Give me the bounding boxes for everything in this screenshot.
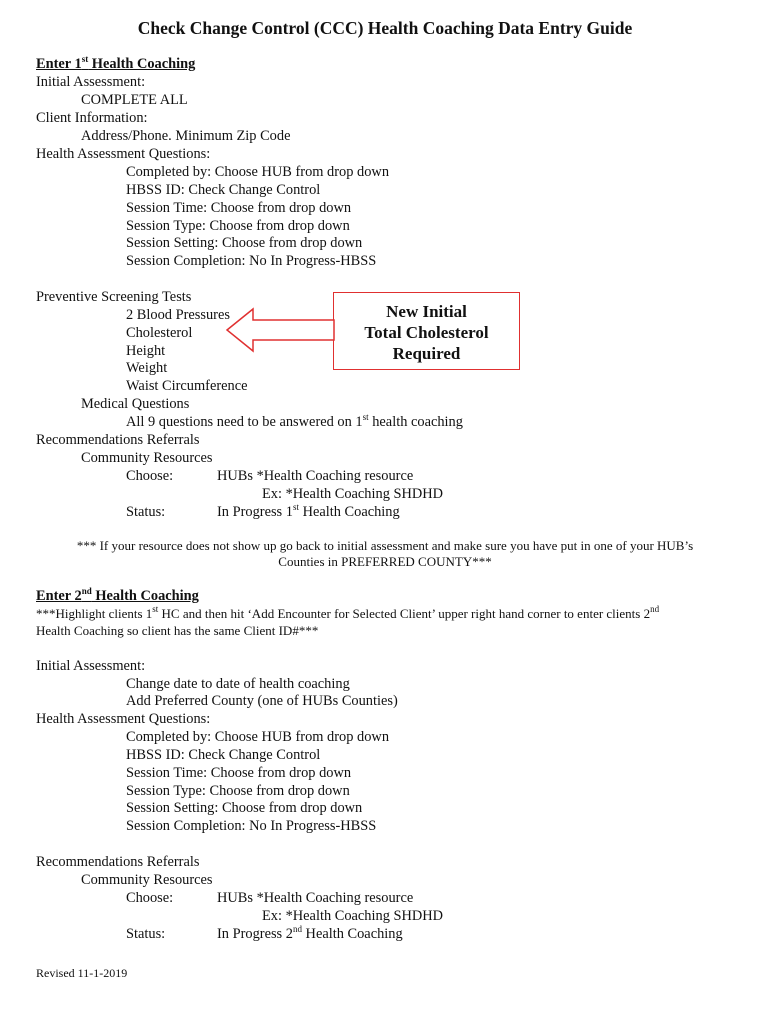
status-value: In Progress 1st Health Coaching (217, 502, 400, 520)
initial-assessment-label-2: Initial Assessment: (36, 658, 146, 674)
preventive-screening-label: Preventive Screening Tests (36, 289, 192, 305)
highlight-instruction-line2: Health Coaching so client has the same Client ID#*** (36, 623, 319, 638)
address-phone-text: Address/Phone. Minimum Zip Code (81, 128, 291, 144)
community-resources-label: Community Resources (81, 450, 213, 466)
choose-value-2: HUBs *Health Coaching resource (217, 890, 414, 906)
session-setting-text-2: Session Setting: Choose from drop down (126, 800, 363, 816)
add-county-text: Add Preferred County (one of HUBs Counties) (126, 693, 398, 709)
completed-by-text: Completed by: Choose HUB from drop down (126, 164, 390, 180)
highlight-instruction-line1: ***Highlight clients 1st HC and then hit ‘Add Encounter for Selected Client’ upper right hand corner to enter clients 2nd (36, 604, 660, 621)
page-title: Check Change Control (CCC) Health Coaching Data Entry Guide (137, 18, 633, 38)
health-assessment-label-2: Health Assessment Questions: (36, 711, 211, 727)
revised-date: Revised 11-1-2019 (36, 966, 128, 980)
choose-label: Choose: (126, 468, 174, 484)
session-time-text-2: Session Time: Choose from drop down (126, 765, 352, 781)
weight-text: Weight (126, 360, 168, 376)
recommendations-label: Recommendations Referrals (36, 432, 200, 448)
hbss-id-text: HBSS ID: Check Change Control (126, 182, 321, 198)
waist-text: Waist Circumference (126, 378, 248, 394)
callout-line-2: Total Cholesterol (364, 323, 489, 342)
session-type-text-2: Session Type: Choose from drop down (126, 783, 350, 799)
status-label-2: Status: (126, 926, 166, 942)
callout-line-3: Required (392, 344, 461, 363)
change-date-text: Change date to date of health coaching (126, 676, 350, 692)
choose-value: HUBs *Health Coaching resource (217, 468, 414, 484)
status-value-2: In Progress 2nd Health Coaching (217, 924, 403, 942)
callout-line-1: New Initial (386, 302, 467, 321)
session-completion-text: Session Completion: No In Progress-HBSS (126, 253, 377, 269)
resource-note-line2: Counties in PREFERRED COUNTY*** (278, 554, 492, 569)
example-text-2: Ex: *Health Coaching SHDHD (262, 908, 444, 924)
completed-by-text-2: Completed by: Choose HUB from drop down (126, 729, 390, 745)
section-heading-second: Enter 2nd Health Coaching (36, 586, 199, 604)
community-resources-label-2: Community Resources (81, 872, 213, 888)
session-setting-text: Session Setting: Choose from drop down (126, 235, 363, 251)
callout-box (333, 292, 520, 370)
choose-label-2: Choose: (126, 890, 174, 906)
health-assessment-label: Health Assessment Questions: (36, 146, 211, 162)
session-type-text: Session Type: Choose from drop down (126, 218, 350, 234)
resource-note-line1: *** If your resource does not show up go back to initial assessment and make sure you have put in one of your HUB’s (76, 538, 694, 553)
initial-assessment-label: Initial Assessment: (36, 74, 146, 90)
cholesterol-text: Cholesterol (126, 325, 193, 341)
left-arrow-icon (226, 307, 336, 353)
medical-questions-label: Medical Questions (81, 396, 190, 412)
session-time-text: Session Time: Choose from drop down (126, 200, 352, 216)
complete-all-text: COMPLETE ALL (81, 92, 188, 108)
client-information-label: Client Information: (36, 110, 148, 126)
height-text: Height (126, 343, 166, 359)
all-questions-text: All 9 questions need to be answered on 1st health coaching (126, 412, 463, 430)
session-completion-text-2: Session Completion: No In Progress-HBSS (126, 818, 377, 834)
section-heading-first: Enter 1st Health Coaching (36, 54, 196, 72)
status-label: Status: (126, 504, 166, 520)
example-text: Ex: *Health Coaching SHDHD (262, 486, 444, 502)
recommendations-label-2: Recommendations Referrals (36, 854, 200, 870)
hbss-id-text-2: HBSS ID: Check Change Control (126, 747, 321, 763)
blood-pressures-text: 2 Blood Pressures (126, 307, 230, 323)
